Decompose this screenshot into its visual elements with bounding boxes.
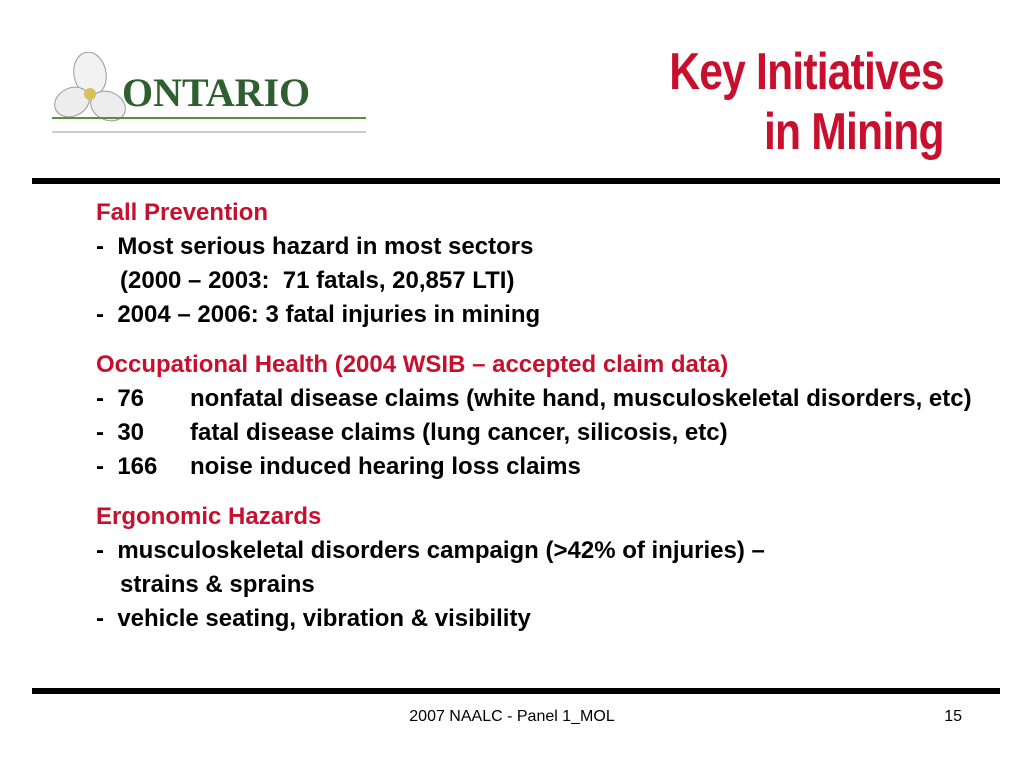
bullet-line: - Most serious hazard in most sectors xyxy=(96,233,534,260)
bullet-line: - vehicle seating, vibration & visibility xyxy=(96,605,531,632)
slide-body xyxy=(96,196,976,652)
section-heading: Ergonomic Hazards xyxy=(96,503,322,530)
claim-count: - 30 xyxy=(96,419,145,446)
claim-count: - 76 xyxy=(96,385,145,412)
claim-count: - 166 xyxy=(96,453,158,480)
claim-item xyxy=(96,416,976,450)
bottom-divider xyxy=(32,688,1000,694)
section-fall-prevention xyxy=(96,196,976,332)
claim-item xyxy=(96,382,976,416)
title-line-1: Key Initiatives xyxy=(669,43,944,101)
bullet-line: - 2004 – 2006: 3 fatal injuries in mining xyxy=(96,301,541,328)
claim-description: fatal disease claims (lung cancer, silicosis, etc) xyxy=(190,419,728,446)
claim-item xyxy=(96,450,976,484)
section-occupational-health xyxy=(96,348,976,484)
page-number: 15 xyxy=(944,708,962,725)
ontario-logo xyxy=(52,52,368,138)
top-divider xyxy=(32,178,1000,184)
bullet-line: - musculoskeletal disorders campaign (>42% of injuries) – xyxy=(96,537,765,564)
bullet-continuation: (2000 – 2003: 71 fatals, 20,857 LTI) xyxy=(120,267,515,294)
bullet-continuation: strains & sprains xyxy=(120,571,315,598)
claim-description: noise induced hearing loss claims xyxy=(190,453,581,480)
footer-text: 2007 NAALC - Panel 1_MOL xyxy=(409,708,615,725)
slide-title xyxy=(609,42,944,162)
claim-description: nonfatal disease claims (white hand, musculoskeletal disorders, etc) xyxy=(190,385,972,412)
section-heading: Fall Prevention xyxy=(96,199,269,226)
trillium-icon xyxy=(52,52,130,126)
title-line-2: in Mining xyxy=(764,103,944,161)
logo-wordmark: ONTARIO xyxy=(122,70,311,115)
section-heading: Occupational Health (2004 WSIB – accepted claim data) xyxy=(96,351,729,378)
section-ergonomic-hazards xyxy=(96,500,976,636)
trillium-logo-graphic xyxy=(52,52,368,138)
